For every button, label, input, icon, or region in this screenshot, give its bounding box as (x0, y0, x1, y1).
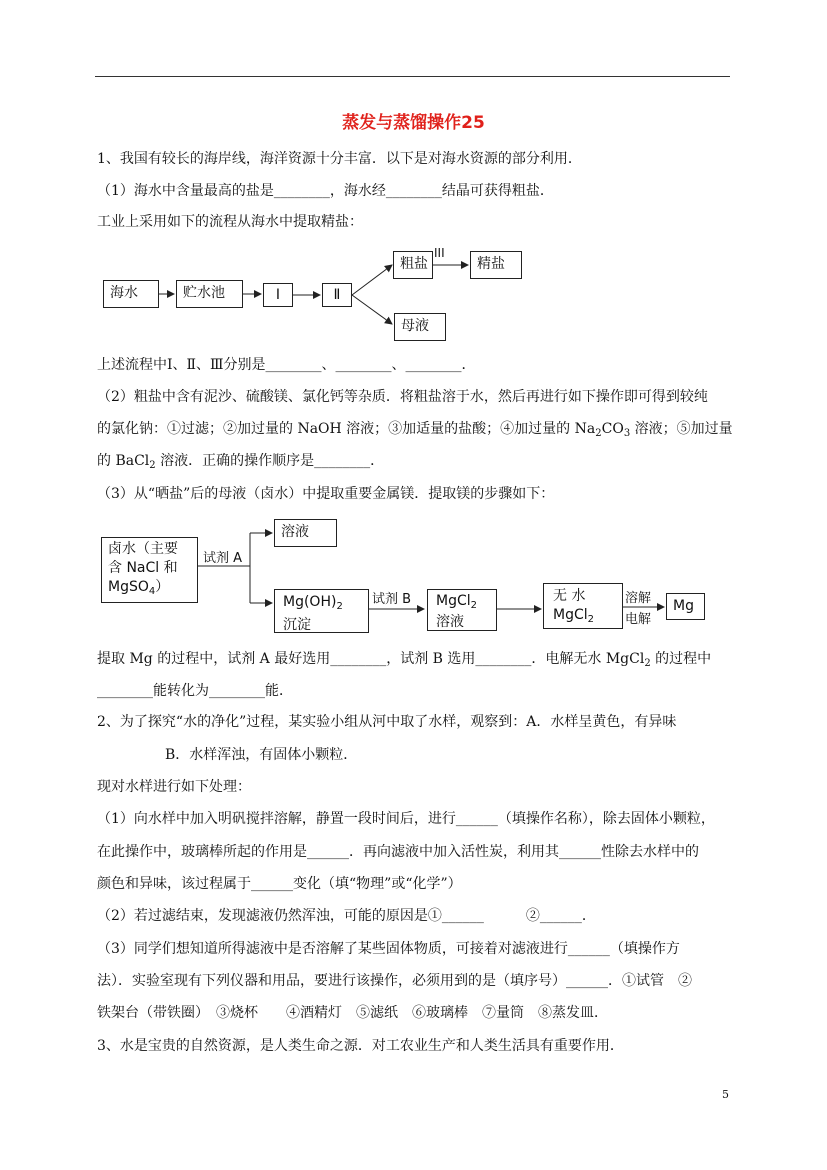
mg-box: Mg (666, 593, 705, 620)
electrolysis-label: 电解 (625, 612, 652, 627)
question-1-part-3: （3）从“晒盐”后的母液（卤水）中提取重要金属镁．提取镁的步骤如下： (97, 486, 555, 502)
melt-label: 溶解 (625, 591, 652, 606)
question-1-steps: 上述流程中Ⅰ、Ⅱ、Ⅲ分别是________、________、________． (97, 357, 476, 373)
question-2: 2、为了探究“水的净化”过程，某实验小组从河中取了水样，观察到：A．水样呈黄色，有异味 (97, 714, 677, 730)
mgcl2-solution-box: MgCl$_2$ 溶液 (427, 589, 497, 631)
question-1-part-2-b: 的氯化钠：①过滤；②加过量的 NaOH 溶液；③加适量的盐酸；④加过量的 $Na_2CO_3$ 溶液；⑤加过量 (97, 421, 733, 439)
pond-box: 贮水池 (176, 280, 243, 308)
question-2-part-3-c: 铁架台（带铁圈） ③烧杯 ④酒精灯 ⑤滤纸 ⑥玻璃棒 ⑦量筒 ⑧蒸发皿． (97, 1005, 608, 1021)
question-1-part-2-c: 的 BaCl$_2$ 溶液．正确的操作顺序是________． (97, 453, 385, 471)
question-2-part-3-b: 法）．实验室现有下列仪器和用品，要进行该操作，必须用到的是（填序号）______．①试管 ② (97, 973, 692, 989)
step-2-box: Ⅱ (322, 283, 352, 307)
solution-box: 溶液 (274, 519, 337, 547)
step-1-box: Ⅰ (263, 283, 293, 307)
anhydrous-mgcl2-box: 无 水 MgCl$_2$ (543, 583, 623, 629)
reagent-a-label: 试剂 A (203, 551, 243, 566)
question-2-part-2: （2）若过滤结束，发现滤液仍然浑浊，可能的原因是①______ ②______． (97, 908, 596, 924)
question-1-mg-a: 提取 Mg 的过程中，试剂 A 最好选用________，试剂 B 选用________．电解无水 MgCl$_2$ 的过程中 (97, 651, 712, 669)
question-2-part-3-a: （3）同学们想知道所得滤液中是否溶解了某些固体物质，可接着对滤液进行______（填操作方 (97, 941, 680, 957)
question-2-procedure: 现对水样进行如下处理： (97, 779, 251, 795)
question-2-part-1-b: 在此操作中，玻璃棒所起的作用是______．再向滤液中加入活性炭，利用其______性除去水样中的 (97, 844, 699, 860)
crude-salt-box: 粗盐 (393, 251, 433, 279)
refined-salt-box: 精盐 (470, 251, 522, 279)
mg-hydroxide-box: $Mg(OH)_2$ 沉淀 (274, 589, 369, 633)
question-1-part-2-a: （2）粗盐中含有泥沙、硫酸镁、氯化钙等杂质．将粗盐溶于水，然后再进行如下操作即可得到较纯 (97, 389, 708, 405)
question-1-part-1: （1）海水中含量最高的盐是________，海水经________结晶可获得粗盐． (97, 183, 554, 199)
question-3: 3、水是宝贵的自然资源，是人类生命之源．对工农业生产和人类生活具有重要作用． (97, 1038, 624, 1054)
step-3-label: III (434, 246, 445, 260)
page-number: 5 (722, 1088, 729, 1101)
page-title: 蒸发与蒸馏操作25 (342, 113, 485, 133)
question-1: 1、我国有较长的海岸线，海洋资源十分丰富．以下是对海水资源的部分利用． (97, 151, 582, 167)
question-2-part-1-c: 颜色和异味，该过程属于______变化（填“物理”或“化学”） (97, 876, 462, 892)
mother-liquor-box: 母液 (394, 313, 446, 341)
industry-intro: 工业上采用如下的流程从海水中提取精盐： (97, 214, 363, 230)
question-2-b: B．水样浑浊，有固体小颗粒． (165, 747, 358, 763)
question-1-mg-b: ________能转化为________能． (97, 683, 293, 699)
seawater-box: 海水 (103, 280, 159, 308)
reagent-b-label: 试剂 B (372, 592, 412, 607)
question-2-part-1-a: （1）向水样中加入明矾搅拌溶解，静置一段时间后，进行______（填操作名称），除去固体小颗粒， (97, 811, 715, 827)
brine-box: 卤水（主要 含 NaCl 和 MgSO$_4$） (101, 537, 198, 603)
